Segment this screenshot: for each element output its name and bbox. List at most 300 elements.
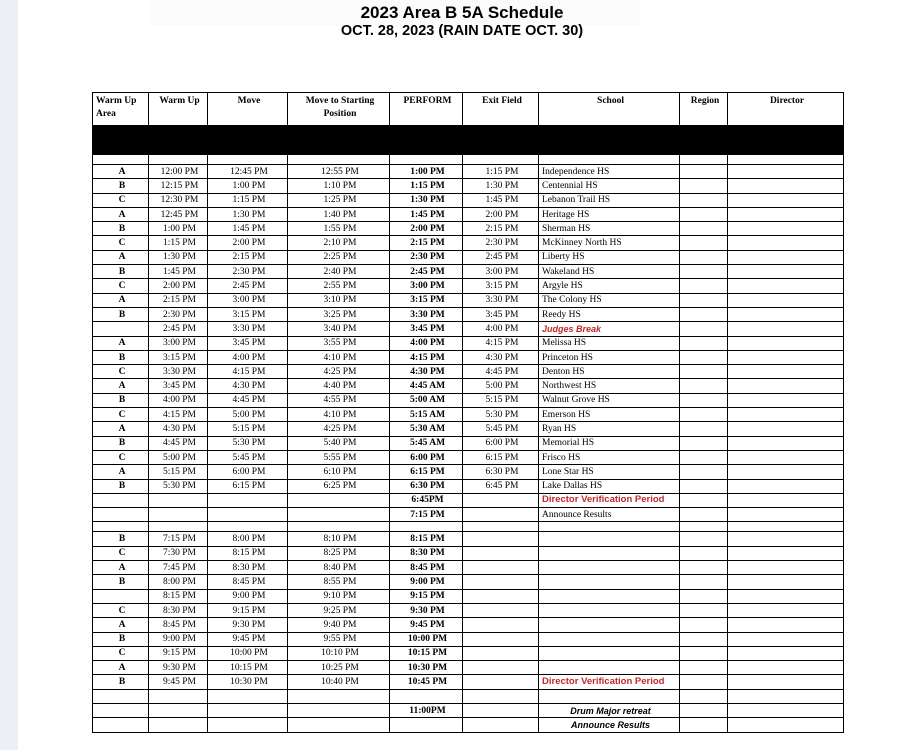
empty-cell [728, 522, 844, 532]
table-row [93, 379, 844, 393]
director-cell [728, 408, 844, 422]
director-cell [728, 179, 844, 193]
move-cell: 4:30 PM [208, 379, 288, 393]
region-cell [680, 546, 728, 560]
warm-up-area-cell: C [93, 646, 149, 660]
perform-cell: 10:15 PM [390, 646, 463, 660]
col-header-move: Move [208, 93, 288, 126]
move-cell: 1:15 PM [208, 193, 288, 207]
start-position-cell: 6:25 PM [288, 479, 390, 493]
warm-up-cell: 5:30 PM [149, 479, 208, 493]
director-cell [728, 207, 844, 221]
warm-up-cell: 5:00 PM [149, 450, 208, 464]
exit-field-cell [463, 618, 539, 632]
schedule-body [93, 126, 844, 733]
table-row [93, 436, 844, 450]
table-row [93, 493, 844, 507]
empty-cell [208, 522, 288, 532]
warm-up-area-cell: B [93, 632, 149, 646]
move-cell: 4:45 PM [208, 393, 288, 407]
warm-up-area-cell: A [93, 379, 149, 393]
region-cell [680, 618, 728, 632]
start-position-cell: 8:10 PM [288, 532, 390, 546]
move-cell: 10:00 PM [208, 646, 288, 660]
exit-field-cell: 6:15 PM [463, 450, 539, 464]
spacer-row [93, 522, 844, 532]
warm-up-cell [149, 689, 208, 703]
table-row [93, 450, 844, 464]
region-cell [680, 279, 728, 293]
start-position-cell: 2:55 PM [288, 279, 390, 293]
move-cell [208, 508, 288, 522]
table-row [93, 179, 844, 193]
move-cell: 9:00 PM [208, 589, 288, 603]
empty-cell [93, 126, 149, 155]
move-cell: 5:30 PM [208, 436, 288, 450]
perform-cell: 10:00 PM [390, 632, 463, 646]
warm-up-area-cell: A [93, 207, 149, 221]
start-position-cell: 12:55 PM [288, 165, 390, 179]
perform-cell: 1:30 PM [390, 193, 463, 207]
col-header-warm-up-area: Warm Up Area [93, 93, 149, 126]
school-cell: Denton HS [539, 365, 680, 379]
director-cell [728, 436, 844, 450]
warm-up-cell [149, 703, 208, 717]
move-cell: 3:15 PM [208, 307, 288, 321]
region-cell [680, 575, 728, 589]
table-row [93, 618, 844, 632]
perform-cell: 11:00PM [390, 703, 463, 717]
perform-cell: 2:15 PM [390, 236, 463, 250]
perform-cell: 4:45 AM [390, 379, 463, 393]
move-cell: 4:00 PM [208, 350, 288, 364]
warm-up-cell: 7:30 PM [149, 546, 208, 560]
empty-cell [463, 155, 539, 165]
school-cell [539, 589, 680, 603]
school-cell [539, 632, 680, 646]
warm-up-area-cell: B [93, 675, 149, 689]
table-row [93, 236, 844, 250]
perform-cell: 1:15 PM [390, 179, 463, 193]
director-cell [728, 479, 844, 493]
warm-up-cell: 12:15 PM [149, 179, 208, 193]
empty-cell [208, 126, 288, 155]
warm-up-area-cell: C [93, 279, 149, 293]
region-cell [680, 703, 728, 717]
school-cell: Drum Major retreat [539, 703, 680, 717]
empty-cell [728, 155, 844, 165]
director-cell [728, 379, 844, 393]
empty-cell [463, 522, 539, 532]
school-cell: Announce Results [539, 718, 680, 732]
exit-field-cell [463, 661, 539, 675]
exit-field-cell [463, 675, 539, 689]
school-cell: Memorial HS [539, 436, 680, 450]
director-cell [728, 508, 844, 522]
school-cell: Announce Results [539, 508, 680, 522]
table-row [93, 422, 844, 436]
empty-cell [463, 126, 539, 155]
perform-cell: 8:45 PM [390, 561, 463, 575]
director-cell [728, 422, 844, 436]
start-position-cell [288, 689, 390, 703]
region-cell [680, 293, 728, 307]
director-cell [728, 193, 844, 207]
warm-up-area-cell: A [93, 165, 149, 179]
empty-cell [390, 522, 463, 532]
director-cell [728, 250, 844, 264]
school-cell: Lone Star HS [539, 465, 680, 479]
exit-field-cell: 2:15 PM [463, 222, 539, 236]
table-row [93, 408, 844, 422]
move-cell [208, 689, 288, 703]
school-cell: Director Verification Period [539, 675, 680, 689]
exit-field-cell: 5:30 PM [463, 408, 539, 422]
region-cell [680, 422, 728, 436]
warm-up-cell: 4:30 PM [149, 422, 208, 436]
director-cell [728, 589, 844, 603]
table-row [93, 365, 844, 379]
perform-cell: 4:30 PM [390, 365, 463, 379]
perform-cell [390, 689, 463, 703]
warm-up-area-cell: A [93, 661, 149, 675]
table-row [93, 661, 844, 675]
director-cell [728, 307, 844, 321]
move-cell: 2:15 PM [208, 250, 288, 264]
school-cell: Judges Break [539, 322, 680, 336]
school-cell: Walnut Grove HS [539, 393, 680, 407]
region-cell [680, 493, 728, 507]
table-row [93, 508, 844, 522]
move-cell: 4:15 PM [208, 365, 288, 379]
table-row [93, 307, 844, 321]
school-cell [539, 532, 680, 546]
warm-up-cell: 3:00 PM [149, 336, 208, 350]
empty-cell [728, 718, 844, 732]
director-cell [728, 493, 844, 507]
empty-cell [728, 126, 844, 155]
exit-field-cell [463, 546, 539, 560]
exit-field-cell: 4:00 PM [463, 322, 539, 336]
region-cell [680, 479, 728, 493]
empty-cell [149, 718, 208, 732]
table-row [93, 293, 844, 307]
warm-up-cell: 2:00 PM [149, 279, 208, 293]
empty-cell [288, 522, 390, 532]
warm-up-cell: 2:45 PM [149, 322, 208, 336]
warm-up-cell: 1:30 PM [149, 250, 208, 264]
perform-cell: 7:15 PM [390, 508, 463, 522]
warm-up-cell: 1:00 PM [149, 222, 208, 236]
director-cell [728, 265, 844, 279]
exit-field-cell [463, 561, 539, 575]
exit-field-cell: 6:30 PM [463, 465, 539, 479]
warm-up-area-cell: C [93, 450, 149, 464]
perform-cell: 5:00 AM [390, 393, 463, 407]
col-header-region: Region [680, 93, 728, 126]
warm-up-area-cell: A [93, 561, 149, 575]
school-cell [539, 618, 680, 632]
director-cell [728, 532, 844, 546]
region-cell [680, 250, 728, 264]
warm-up-area-cell: B [93, 265, 149, 279]
empty-cell [93, 522, 149, 532]
move-cell: 3:30 PM [208, 322, 288, 336]
warm-up-area-cell: A [93, 618, 149, 632]
start-position-cell: 3:40 PM [288, 322, 390, 336]
warm-up-cell: 8:00 PM [149, 575, 208, 589]
start-position-cell [288, 493, 390, 507]
move-cell: 5:45 PM [208, 450, 288, 464]
perform-cell: 9:30 PM [390, 603, 463, 617]
region-cell [680, 436, 728, 450]
warm-up-area-cell [93, 493, 149, 507]
header-row [93, 93, 844, 126]
start-position-cell: 6:10 PM [288, 465, 390, 479]
warm-up-cell: 9:45 PM [149, 675, 208, 689]
perform-cell: 8:30 PM [390, 546, 463, 560]
exit-field-cell [463, 508, 539, 522]
warm-up-cell: 4:45 PM [149, 436, 208, 450]
start-position-cell: 9:25 PM [288, 603, 390, 617]
exit-field-cell [463, 603, 539, 617]
table-row [93, 336, 844, 350]
school-cell: Argyle HS [539, 279, 680, 293]
director-cell [728, 546, 844, 560]
perform-cell: 3:30 PM [390, 307, 463, 321]
col-header-warm-up: Warm Up [149, 93, 208, 126]
director-cell [728, 465, 844, 479]
perform-cell: 6:00 PM [390, 450, 463, 464]
director-cell [728, 365, 844, 379]
perform-cell: 6:15 PM [390, 465, 463, 479]
region-cell [680, 675, 728, 689]
warm-up-area-cell: C [93, 193, 149, 207]
perform-cell: 2:45 PM [390, 265, 463, 279]
exit-field-cell: 4:30 PM [463, 350, 539, 364]
table-row [93, 589, 844, 603]
director-cell [728, 236, 844, 250]
exit-field-cell: 1:45 PM [463, 193, 539, 207]
region-cell [680, 336, 728, 350]
school-cell [539, 546, 680, 560]
school-cell [539, 575, 680, 589]
move-cell: 5:00 PM [208, 408, 288, 422]
start-position-cell: 3:25 PM [288, 307, 390, 321]
exit-field-cell [463, 689, 539, 703]
col-header-exit-field: Exit Field [463, 93, 539, 126]
exit-field-cell: 3:15 PM [463, 279, 539, 293]
perform-cell: 5:30 AM [390, 422, 463, 436]
region-cell [680, 465, 728, 479]
perform-cell: 4:00 PM [390, 336, 463, 350]
exit-field-cell: 6:00 PM [463, 436, 539, 450]
region-cell [680, 236, 728, 250]
move-cell: 8:00 PM [208, 532, 288, 546]
warm-up-cell: 3:45 PM [149, 379, 208, 393]
director-cell [728, 575, 844, 589]
empty-cell [208, 155, 288, 165]
region-cell [680, 589, 728, 603]
start-position-cell: 10:40 PM [288, 675, 390, 689]
school-cell: Sherman HS [539, 222, 680, 236]
warm-up-area-cell [93, 322, 149, 336]
table-row [93, 603, 844, 617]
warm-up-cell: 3:30 PM [149, 365, 208, 379]
school-cell [539, 561, 680, 575]
region-cell [680, 322, 728, 336]
director-cell [728, 661, 844, 675]
col-header-director: Director [728, 93, 844, 126]
exit-field-cell [463, 703, 539, 717]
move-cell: 12:45 PM [208, 165, 288, 179]
move-cell: 1:30 PM [208, 207, 288, 221]
region-cell [680, 450, 728, 464]
warm-up-cell: 12:00 PM [149, 165, 208, 179]
exit-field-cell: 3:30 PM [463, 293, 539, 307]
school-cell: Melissa HS [539, 336, 680, 350]
move-cell: 3:45 PM [208, 336, 288, 350]
director-cell [728, 322, 844, 336]
start-position-cell: 5:55 PM [288, 450, 390, 464]
table-row [93, 532, 844, 546]
start-position-cell: 1:10 PM [288, 179, 390, 193]
start-position-cell: 4:55 PM [288, 393, 390, 407]
table-row [93, 479, 844, 493]
warm-up-cell: 2:30 PM [149, 307, 208, 321]
warm-up-area-cell: A [93, 293, 149, 307]
perform-cell: 1:45 PM [390, 207, 463, 221]
region-cell [680, 508, 728, 522]
empty-cell [463, 718, 539, 732]
region-cell [680, 689, 728, 703]
table-row [93, 279, 844, 293]
col-header-school: School [539, 93, 680, 126]
col-header-perform: PERFORM [390, 93, 463, 126]
move-cell: 5:15 PM [208, 422, 288, 436]
empty-cell [288, 126, 390, 155]
perform-cell: 2:30 PM [390, 250, 463, 264]
table-row [93, 689, 844, 703]
director-cell [728, 450, 844, 464]
move-cell: 3:00 PM [208, 293, 288, 307]
move-cell: 6:15 PM [208, 479, 288, 493]
table-row [93, 703, 844, 717]
exit-field-cell [463, 646, 539, 660]
region-cell [680, 265, 728, 279]
perform-cell: 3:45 PM [390, 322, 463, 336]
region-cell [680, 603, 728, 617]
perform-cell: 9:15 PM [390, 589, 463, 603]
empty-cell [390, 126, 463, 155]
exit-field-cell: 5:15 PM [463, 393, 539, 407]
perform-cell: 10:30 PM [390, 661, 463, 675]
table-row [93, 222, 844, 236]
exit-field-cell: 4:45 PM [463, 365, 539, 379]
move-cell: 9:30 PM [208, 618, 288, 632]
region-cell [680, 532, 728, 546]
start-position-cell: 2:25 PM [288, 250, 390, 264]
table-row [93, 350, 844, 364]
director-cell [728, 561, 844, 575]
warm-up-area-cell [93, 703, 149, 717]
warm-up-cell: 9:30 PM [149, 661, 208, 675]
warm-up-cell [149, 508, 208, 522]
director-cell [728, 165, 844, 179]
warm-up-cell: 1:15 PM [149, 236, 208, 250]
warm-up-cell: 4:00 PM [149, 393, 208, 407]
move-cell: 2:30 PM [208, 265, 288, 279]
exit-field-cell: 3:45 PM [463, 307, 539, 321]
school-cell: Lake Dallas HS [539, 479, 680, 493]
table-row [93, 561, 844, 575]
page-subtitle: OCT. 28, 2023 (RAIN DATE OCT. 30) [340, 23, 584, 39]
empty-cell [680, 155, 728, 165]
perform-cell: 6:45PM [390, 493, 463, 507]
table-row [93, 322, 844, 336]
region-cell [680, 222, 728, 236]
warm-up-area-cell: C [93, 546, 149, 560]
start-position-cell: 8:25 PM [288, 546, 390, 560]
start-position-cell: 8:40 PM [288, 561, 390, 575]
perform-cell: 1:00 PM [390, 165, 463, 179]
warm-up-area-cell: A [93, 250, 149, 264]
table-row [93, 250, 844, 264]
empty-cell [288, 718, 390, 732]
move-cell: 1:45 PM [208, 222, 288, 236]
school-cell: Director Verification Period [539, 493, 680, 507]
schedule-table [92, 92, 844, 733]
start-position-cell: 9:10 PM [288, 589, 390, 603]
warm-up-area-cell: B [93, 393, 149, 407]
warm-up-area-cell: C [93, 408, 149, 422]
spacer-row [93, 155, 844, 165]
page-title: 2023 Area B 5A Schedule [360, 3, 564, 22]
empty-cell [208, 718, 288, 732]
exit-field-cell: 2:00 PM [463, 207, 539, 221]
director-cell [728, 646, 844, 660]
table-row [93, 646, 844, 660]
school-cell: Reedy HS [539, 307, 680, 321]
move-cell: 2:00 PM [208, 236, 288, 250]
warm-up-cell [149, 493, 208, 507]
perform-cell: 2:00 PM [390, 222, 463, 236]
perform-cell: 3:15 PM [390, 293, 463, 307]
table-row [93, 632, 844, 646]
start-position-cell: 2:10 PM [288, 236, 390, 250]
region-cell [680, 350, 728, 364]
exit-field-cell [463, 589, 539, 603]
empty-cell [539, 522, 680, 532]
director-cell [728, 293, 844, 307]
move-cell: 8:30 PM [208, 561, 288, 575]
school-cell: Ryan HS [539, 422, 680, 436]
region-cell [680, 661, 728, 675]
table-row [93, 546, 844, 560]
perform-cell: 5:45 AM [390, 436, 463, 450]
warm-up-area-cell: B [93, 479, 149, 493]
empty-cell [390, 718, 463, 732]
school-cell: Frisco HS [539, 450, 680, 464]
warm-up-area-cell: B [93, 350, 149, 364]
warm-up-area-cell: C [93, 236, 149, 250]
school-cell: Centennial HS [539, 179, 680, 193]
director-cell [728, 350, 844, 364]
move-cell: 10:30 PM [208, 675, 288, 689]
region-cell [680, 632, 728, 646]
start-position-cell [288, 508, 390, 522]
school-cell [539, 661, 680, 675]
